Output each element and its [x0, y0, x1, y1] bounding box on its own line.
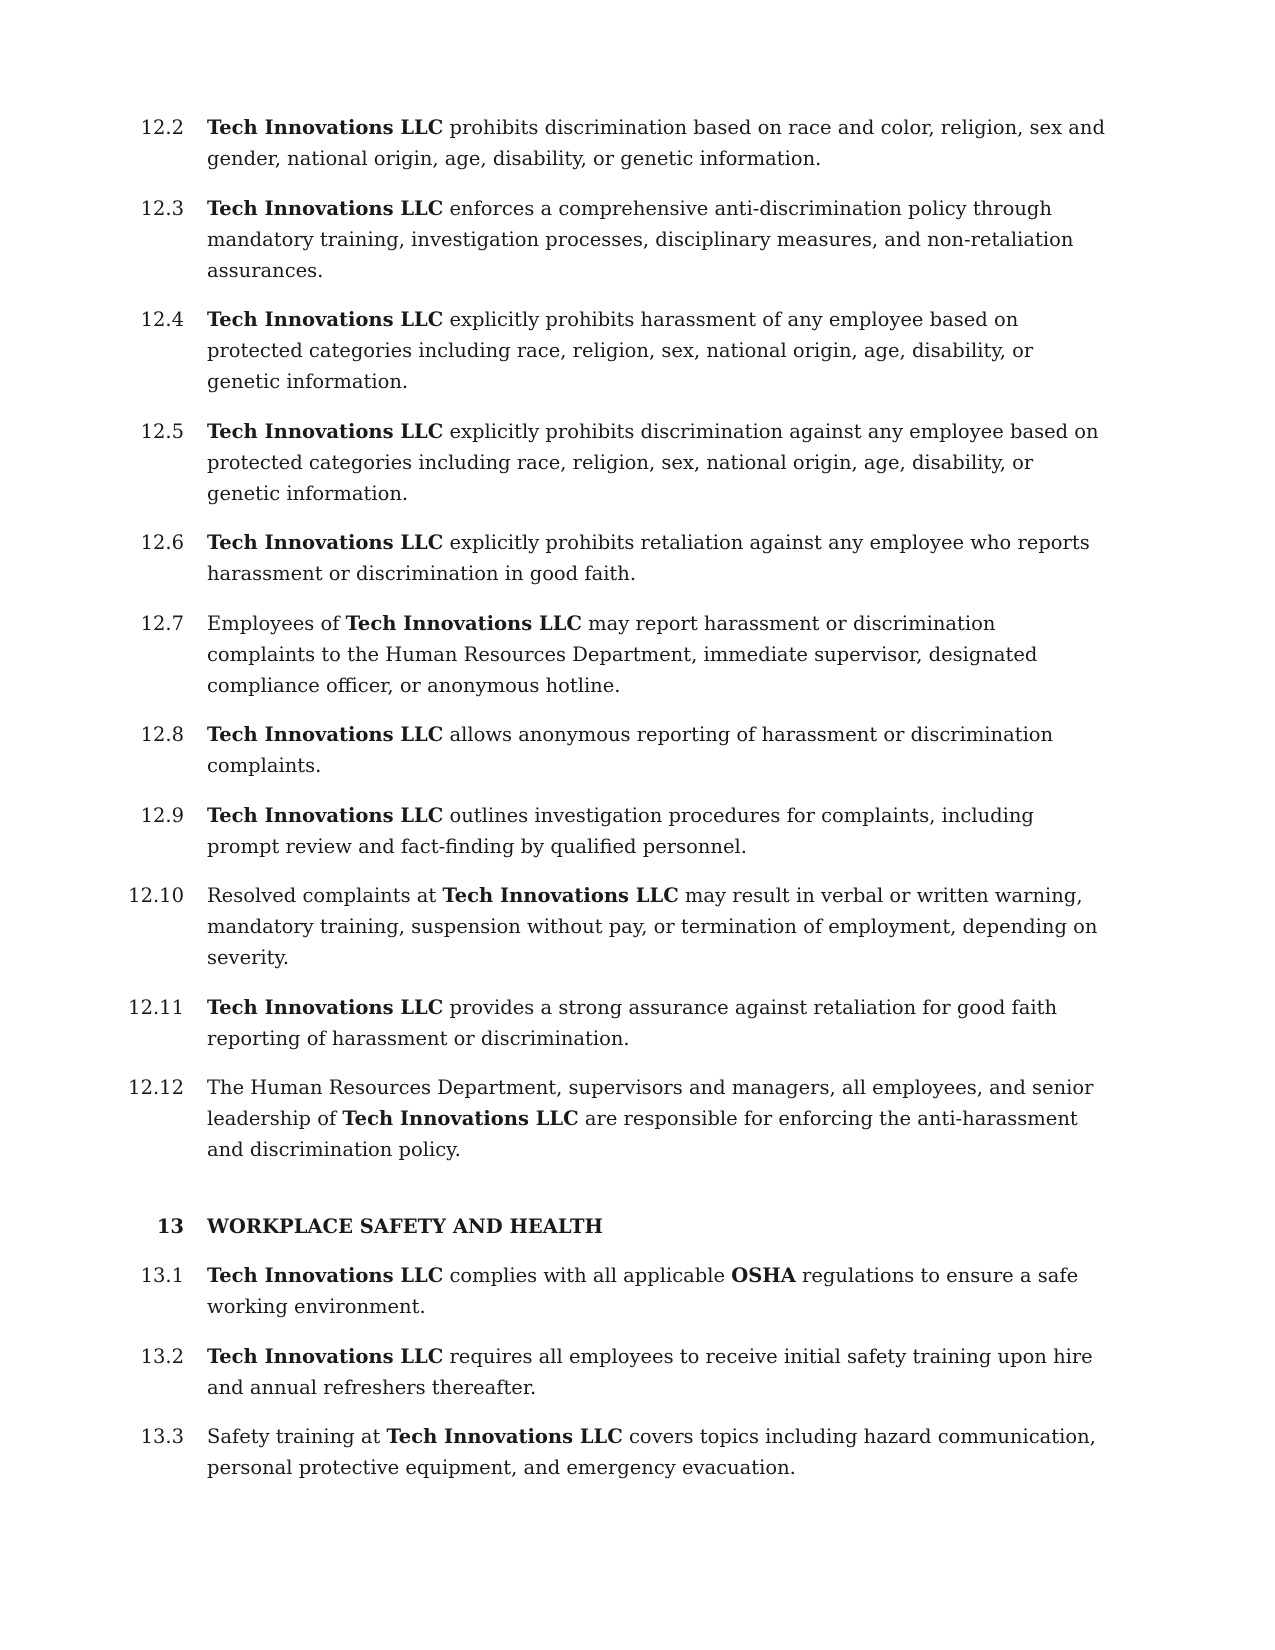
clause-text: Resolved complaints at Tech Innovations LLC may result in verbal or written warning, mandatory training, suspension without pay, or termination of employment, depending on severity.: [207, 884, 1098, 969]
company-name: Tech Innovations LLC: [207, 803, 444, 827]
osha-term: OSHA: [731, 1264, 796, 1287]
clause-text: Tech Innovations LLC explicitly prohibits harassment of any employee based on protected categories including race, religion, sex, national origin, age, disability, or genetic information.: [207, 308, 1034, 393]
clause-number: 12.9: [140, 803, 184, 827]
company-name: Tech Innovations LLC: [207, 116, 444, 139]
company-name: Tech Innovations LLC: [207, 1344, 444, 1368]
clause-13-2: [0, 1341, 1275, 1403]
section-number: 13: [156, 1215, 184, 1238]
clause-text: Tech Innovations LLC allows anonymous reporting of harassment or discrimination complaints.: [207, 723, 1054, 777]
clause-number: 13.2: [140, 1344, 184, 1368]
clause-number: 12.11: [128, 995, 184, 1019]
clause-12-11: [0, 992, 1275, 1054]
clause-12-2: [0, 112, 1275, 174]
company-name: Tech Innovations LLC: [207, 1264, 444, 1287]
document-page: [0, 112, 1275, 1502]
clause-12-5: [0, 416, 1275, 509]
clause-text: The Human Resources Department, supervisors and managers, all employees, and senior leadership of Tech Innovations LLC are responsible for enforcing the anti-harassment and discrimination policy.: [207, 1076, 1094, 1161]
clause-number: 12.12: [128, 1076, 184, 1099]
clause-number: 12.3: [140, 196, 184, 220]
section-title: WORKPLACE SAFETY AND HEALTH: [207, 1215, 603, 1238]
clause-number: 12.6: [140, 531, 184, 554]
company-name: Tech Innovations LLC: [207, 196, 444, 220]
clause-text: Employees of Tech Innovations LLC may report harassment or discrimination complaints to the Human Resources Department, immediate supervisor, designated compliance officer, or anonymous hotline.: [207, 611, 1038, 697]
clause-number: 13.3: [140, 1425, 184, 1448]
clause-text: Tech Innovations LLC outlines investigation procedures for complaints, including prompt review and fact-finding by qualified personnel.: [207, 803, 1034, 858]
clause-text: Tech Innovations LLC provides a strong assurance against retaliation for good faith reporting of harassment or discrimination.: [207, 995, 1057, 1050]
company-name: Tech Innovations LLC: [207, 419, 444, 443]
company-name: Tech Innovations LLC: [386, 1425, 623, 1448]
company-name: Tech Innovations LLC: [442, 884, 679, 907]
clause-text: Tech Innovations LLC explicitly prohibits retaliation against any employee who reports harassment or discrimination in good faith.: [207, 531, 1090, 585]
company-name: Tech Innovations LLC: [207, 995, 444, 1019]
clause-number: 13.1: [140, 1264, 184, 1287]
clause-12-9: [0, 800, 1275, 862]
clause-12-7: [0, 608, 1275, 701]
clause-12-8: [0, 719, 1275, 781]
clause-12-3: [0, 193, 1275, 286]
clause-text: Tech Innovations LLC prohibits discrimination based on race and color, religion, sex and gender, national origin, age, disability, or genetic information.: [207, 116, 1105, 170]
clause-number: 12.8: [140, 723, 184, 746]
clause-text: Tech Innovations LLC requires all employees to receive initial safety training upon hire and annual refreshers thereafter.: [207, 1344, 1093, 1399]
clause-12-12: [0, 1072, 1275, 1165]
company-name: Tech Innovations LLC: [207, 308, 444, 331]
company-name: Tech Innovations LLC: [207, 723, 444, 746]
company-name: Tech Innovations LLC: [345, 611, 582, 635]
clause-13-1: [0, 1260, 1275, 1322]
clause-number: 12.10: [128, 884, 184, 907]
section-heading-13: [0, 1211, 1275, 1242]
clause-13-3: [0, 1421, 1275, 1483]
clause-number: 12.2: [140, 116, 184, 139]
clause-text: Tech Innovations LLC explicitly prohibits discrimination against any employee based on protected categories including race, religion, sex, national origin, age, disability, or genetic information.: [207, 419, 1099, 505]
clause-number: 12.5: [140, 419, 184, 443]
clause-text: Safety training at Tech Innovations LLC covers topics including hazard communication, personal protective equipment, and emergency evacuation.: [207, 1425, 1096, 1479]
company-name: Tech Innovations LLC: [207, 531, 444, 554]
clause-12-6: [0, 527, 1275, 589]
clause-text: Tech Innovations LLC complies with all applicable OSHA regulations to ensure a safe working environment.: [207, 1264, 1079, 1318]
clause-number: 12.4: [140, 308, 184, 331]
clause-number: 12.7: [140, 611, 184, 635]
clause-12-4: [0, 304, 1275, 397]
clause-text: Tech Innovations LLC enforces a comprehensive anti-discrimination policy through mandatory training, investigation processes, disciplinary measures, and non-retaliation assurances.: [207, 196, 1074, 282]
clause-12-10: [0, 880, 1275, 973]
company-name: Tech Innovations LLC: [342, 1107, 579, 1130]
